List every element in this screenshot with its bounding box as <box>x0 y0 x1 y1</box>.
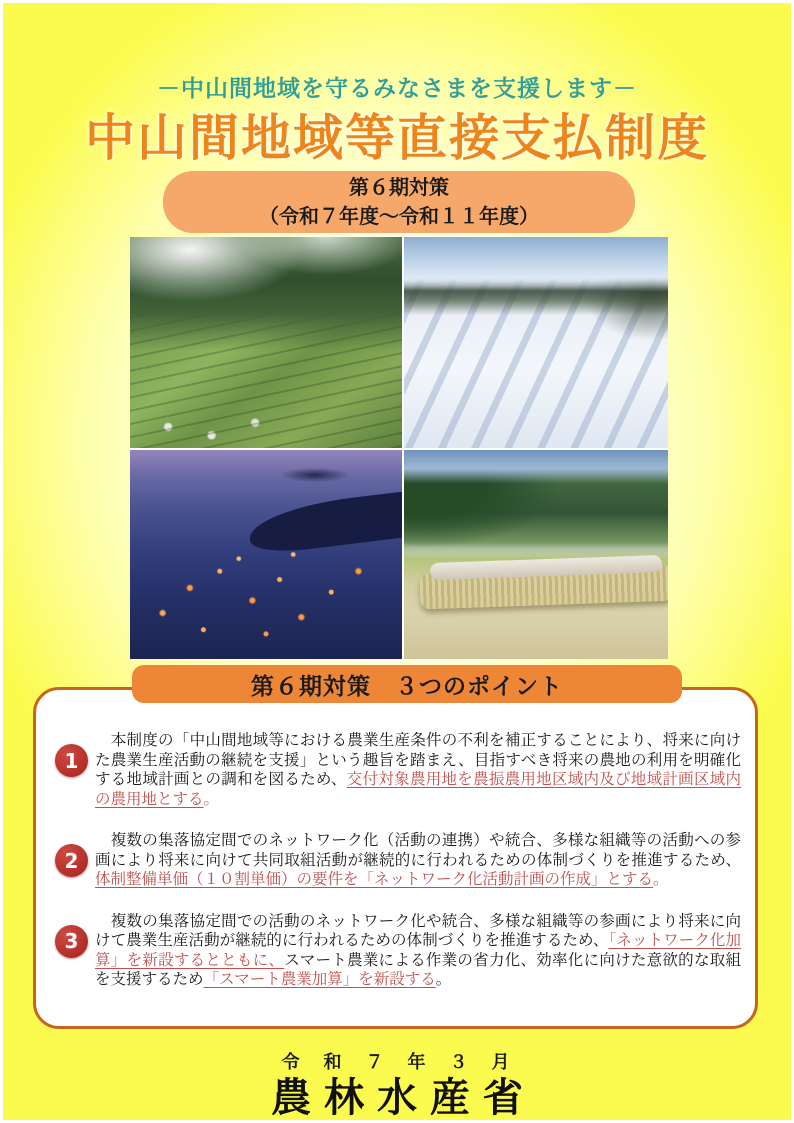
photo-grid <box>130 237 668 659</box>
point-number-badge: 2 <box>55 844 88 877</box>
point-text <box>95 831 741 890</box>
footer-organization: 農林水産省 <box>271 1075 536 1121</box>
text-segment-red: 。 <box>203 789 220 808</box>
green-terraced-fields-photo <box>130 237 402 448</box>
night-lit-rice-terraces-photo <box>130 450 402 659</box>
period-box <box>163 171 635 233</box>
text-segment: 複数の集落協定間での活動のネットワーク化や統合、多様な組織等の参画により将来に向けて農業生産活動が継続的に行われるための体制づくりを推進するため、 <box>95 911 741 949</box>
period-line2: （令和７年度～令和１１年度） <box>259 204 539 228</box>
point-number-badge: 1 <box>55 744 88 777</box>
snow-covered-terraces-photo <box>404 237 668 448</box>
text-segment-red-underline: 「スマート農業加算」を新設する <box>203 970 436 988</box>
footer-date: 令 和 ７ 年 ３ 月 <box>281 1052 513 1073</box>
text-segment: スマート農業による作業の省力化、効率化に向けた意欲的な取組を支援するため <box>95 950 741 988</box>
period-line1: 第６期対策 <box>349 175 449 199</box>
text-segment: 本制度の「中山間地域等における農業生産条件の不利を補正することにより、将来に向けた農業生産活動の継続を支援」という趣旨を踏まえ、目指すべき将来の農地の利用を明確化する地域計画との調和を図るため、 <box>95 731 741 788</box>
points-banner: 第６期対策 ３つのポイント <box>132 665 682 703</box>
poster-subtitle: －中山間地域を守るみなさまを支援します－ <box>157 76 637 102</box>
text-segment-red: 。 <box>653 870 669 888</box>
text-segment-red-underline: 交付対象農用地を農振農用地区域内及び地域計画区域内の農用地とする <box>95 770 741 808</box>
poster-title: 中山間地域等直接支払制度 <box>85 109 709 167</box>
text-segment: 複数の集落協定間でのネットワーク化（活動の連携）や統合、多様な組織等の活動への参画により将来に向けて共同取組活動が継続的に行われるための体制づくりを推進するため、 <box>95 831 741 869</box>
point-item-2 <box>33 831 757 890</box>
text-segment: 。 <box>435 970 452 988</box>
point-text <box>95 731 741 809</box>
rice-drying-racks-photo <box>404 450 668 659</box>
points-content <box>33 731 757 1012</box>
point-text <box>95 912 741 990</box>
point-item-1 <box>33 731 757 809</box>
point-number-badge: 3 <box>55 925 88 958</box>
text-segment-red-underline: 「ネットワーク化加算」を新設するとともに、 <box>95 931 741 969</box>
point-item-3 <box>33 912 757 990</box>
text-segment-red-underline: 体制整備単価（１０割単価）の要件を「ネットワーク化活動計画の作成」とする <box>95 870 654 888</box>
